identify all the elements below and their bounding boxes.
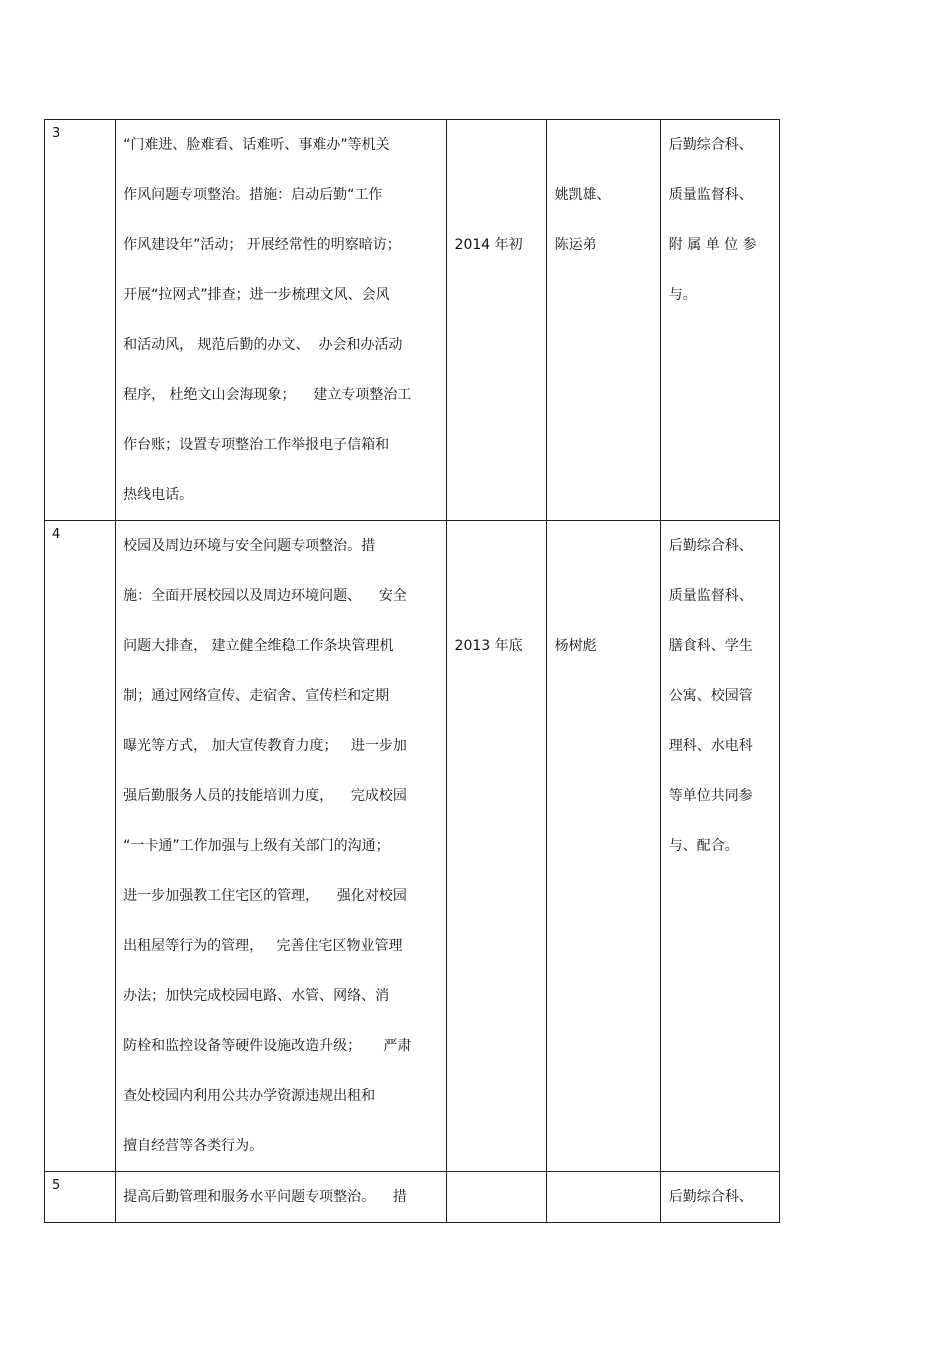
- unit-line: 与。: [668, 287, 697, 303]
- task-line: 程序， 杜绝文山会海现象； 建立专项整治工: [123, 387, 412, 403]
- time-cell: [446, 521, 546, 1172]
- task-line: 办法；加快完成校园电路、水管、网络、消: [123, 988, 390, 1004]
- time-text: 2013 年底: [454, 638, 523, 654]
- unit-line: 膳食科、学生: [668, 638, 753, 654]
- unit-line: 与、配合。: [668, 838, 739, 854]
- task-line: 热线电话。: [123, 487, 194, 503]
- task-line: 强后勤服务人员的技能培训力度， 完成校园: [123, 788, 407, 804]
- task-cell: [116, 120, 446, 521]
- unit-line: 后勤综合科、: [668, 1189, 753, 1205]
- task-cell: [116, 521, 446, 1172]
- task-line: 开展“拉网式”排查；进一步梳理文风、会风: [123, 287, 390, 303]
- unit-cell: [660, 521, 779, 1172]
- task-cell: [116, 1172, 446, 1223]
- task-line: “门难进、脸难看、话难听、事难办”等机关: [123, 137, 390, 153]
- unit-cell: [660, 120, 779, 521]
- table-row: [45, 521, 780, 1172]
- task-line: 出租屋等行为的管理， 完善住宅区物业管理: [123, 938, 403, 954]
- row-number: 5: [52, 1178, 61, 1193]
- unit-cell: [660, 1172, 779, 1223]
- task-line: 查处校园内利用公共办学资源违规出租和: [123, 1088, 376, 1104]
- task-line: 作风问题专项整治。措施：启动后勤“工作: [123, 187, 383, 203]
- row-number-cell: [45, 120, 116, 521]
- lead-line: 杨树彪: [554, 638, 597, 654]
- table-row: [45, 120, 780, 521]
- task-line: 制；通过网络宣传、走宿舍、宣传栏和定期: [123, 688, 390, 704]
- task-table: [44, 119, 780, 1223]
- row-number-cell: [45, 1172, 116, 1223]
- time-cell: [446, 120, 546, 521]
- unit-line: 等单位共同参: [668, 788, 753, 804]
- time-text: 2014 年初: [454, 237, 523, 253]
- lead-line: 陈运弟: [554, 237, 597, 253]
- time-cell: [446, 1172, 546, 1223]
- unit-line: 质量监督科、: [668, 187, 753, 203]
- lead-cell: [546, 1172, 660, 1223]
- unit-line: 理科、水电科: [668, 738, 753, 754]
- task-line: 校园及周边环境与安全问题专项整治。措: [123, 538, 376, 554]
- task-line: 提高后勤管理和服务水平问题专项整治。 措: [123, 1189, 407, 1205]
- task-line: 曝光等方式， 加大宣传教育力度； 进一步加: [123, 738, 407, 754]
- row-number-cell: [45, 521, 116, 1172]
- task-line: 作台账；设置专项整治工作举报电子信箱和: [123, 437, 390, 453]
- unit-line: 附 属 单 位 参: [668, 237, 757, 253]
- task-line: 防栓和监控设备等硬件设施改造升级； 严肃: [123, 1038, 412, 1054]
- task-line: 施：全面开展校园以及周边环境问题、 安全: [123, 588, 407, 604]
- lead-cell: [546, 521, 660, 1172]
- row-number: 3: [52, 126, 61, 141]
- lead-line: 姚凯雄、: [554, 187, 611, 203]
- row-number: 4: [52, 527, 61, 542]
- unit-line: 后勤综合科、: [668, 538, 753, 554]
- unit-line: 后勤综合科、: [668, 137, 753, 153]
- task-line: 进一步加强教工住宅区的管理， 强化对校园: [123, 888, 407, 904]
- lead-cell: [546, 120, 660, 521]
- table-row: [45, 1172, 780, 1223]
- task-line: “一卡通”工作加强与上级有关部门的沟通；: [123, 838, 390, 854]
- task-line: 问题大排查， 建立健全维稳工作条块管理机: [123, 638, 394, 654]
- task-line: 和活动风， 规范后勤的办文、 办会和办活动: [123, 337, 403, 353]
- unit-line: 质量监督科、: [668, 588, 753, 604]
- task-line: 擅自经营等各类行为。: [123, 1138, 264, 1154]
- task-line: 作风建设年”活动； 开展经常性的明察暗访；: [123, 237, 401, 253]
- unit-line: 公寓、校园管: [668, 688, 753, 704]
